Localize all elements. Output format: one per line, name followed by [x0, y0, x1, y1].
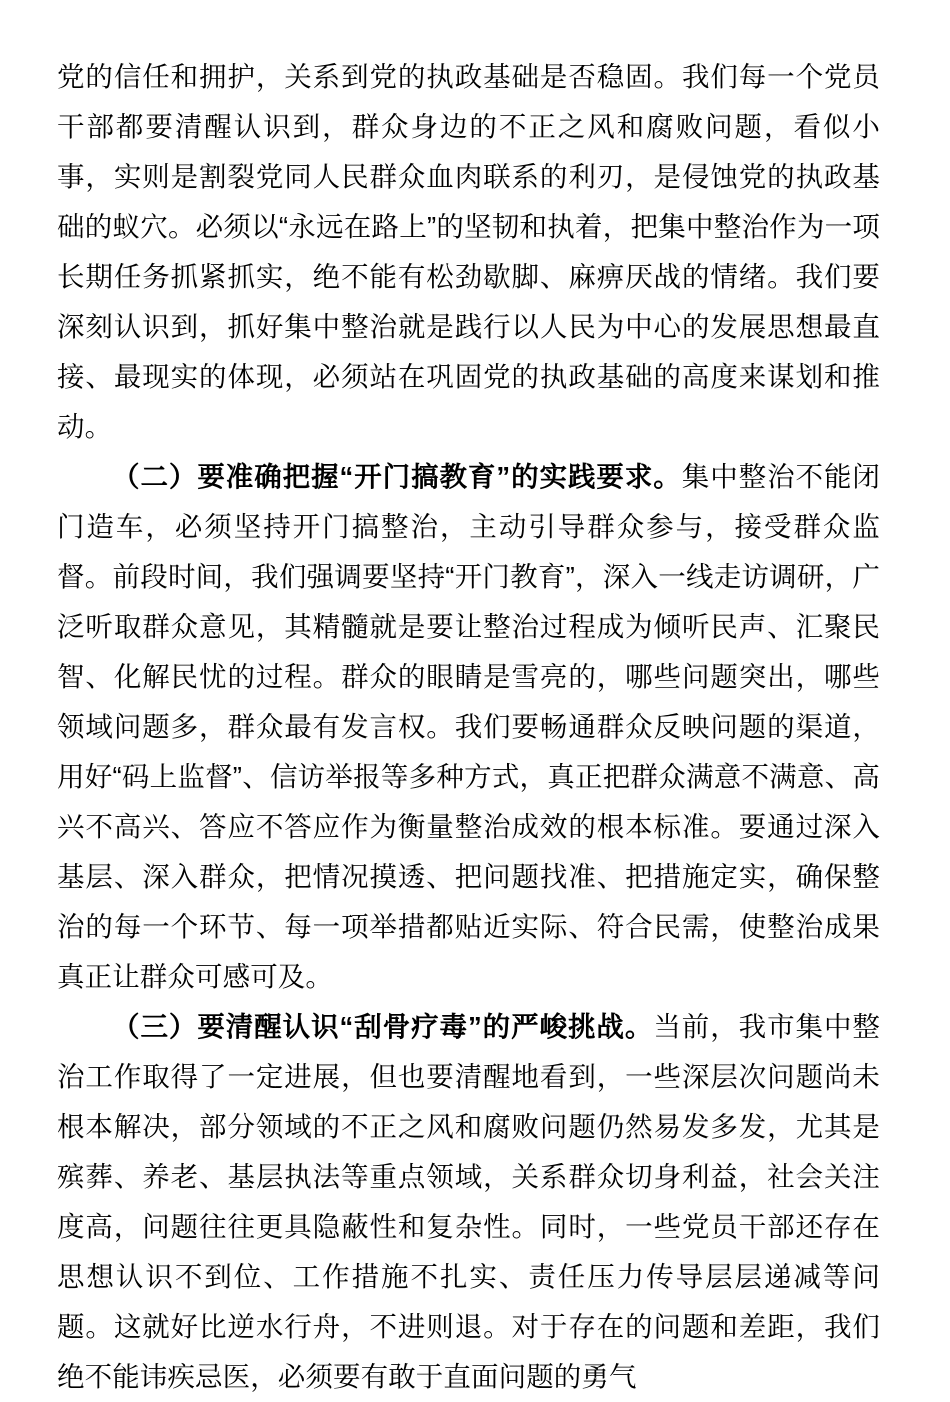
- paragraph-3: [57, 1002, 880, 1402]
- paragraph-2: [57, 452, 880, 1002]
- document-body: [57, 52, 880, 1402]
- paragraph-3-heading: （三）要清醒认识“刮骨疗毒”的严峻挑战。: [112, 1011, 654, 1042]
- paragraph-3-text: 当前，我市集中整治工作取得了一定进展，但也要清醒地看到，一些深层次问题尚未根本解决，部分领域的不正之风和腐败问题仍然易发多发，尤其是殡葬、养老、基层执法等重点领域，关系群众切身利益，社会关注度高，问题往往更具隐蔽性和复杂性。同时，一些党员干部还存在思想认识不到位、工作措施不扎实、责任压力传导层层递减等问题。这就好比逆水行舟，不进则退。对于存在的问题和差距，我们绝不能讳疾忌医，必须要有敢于直面问题的勇气: [57, 1011, 880, 1392]
- paragraph-1-text: 党的信任和拥护，关系到党的执政基础是否稳固。我们每一个党员干部都要清醒认识到，群众身边的不正之风和腐败问题，看似小事，实则是割裂党同人民群众血肉联系的利刃，是侵蚀党的执政基础的蚁穴。必须以“永远在路上”的坚韧和执着，把集中整治作为一项长期任务抓紧抓实，绝不能有松劲歇脚、麻痹厌战的情绪。我们要深刻认识到，抓好集中整治就是践行以人民为中心的发展思想最直接、最现实的体现，必须站在巩固党的执政基础的高度来谋划和推动。: [57, 61, 880, 442]
- paragraph-1: [57, 52, 880, 452]
- paragraph-2-text: 集中整治不能闭门造车，必须坚持开门搞整治，主动引导群众参与，接受群众监督。前段时间，我们强调要坚持“开门教育”，深入一线走访调研，广泛听取群众意见，其精髓就是要让整治过程成为倾听民声、汇聚民智、化解民忧的过程。群众的眼睛是雪亮的，哪些问题突出，哪些领域问题多，群众最有发言权。我们要畅通群众反映问题的渠道，用好“码上监督”、信访举报等多种方式，真正把群众满意不满意、高兴不高兴、答应不答应作为衡量整治成效的根本标准。要通过深入基层、深入群众，把情况摸透、把问题找准、把措施定实，确保整治的每一个环节、每一项举措都贴近实际、符合民需，使整治成果真正让群众可感可及。: [57, 461, 880, 992]
- paragraph-2-heading: （二）要准确把握“开门搞教育”的实践要求。: [112, 461, 682, 492]
